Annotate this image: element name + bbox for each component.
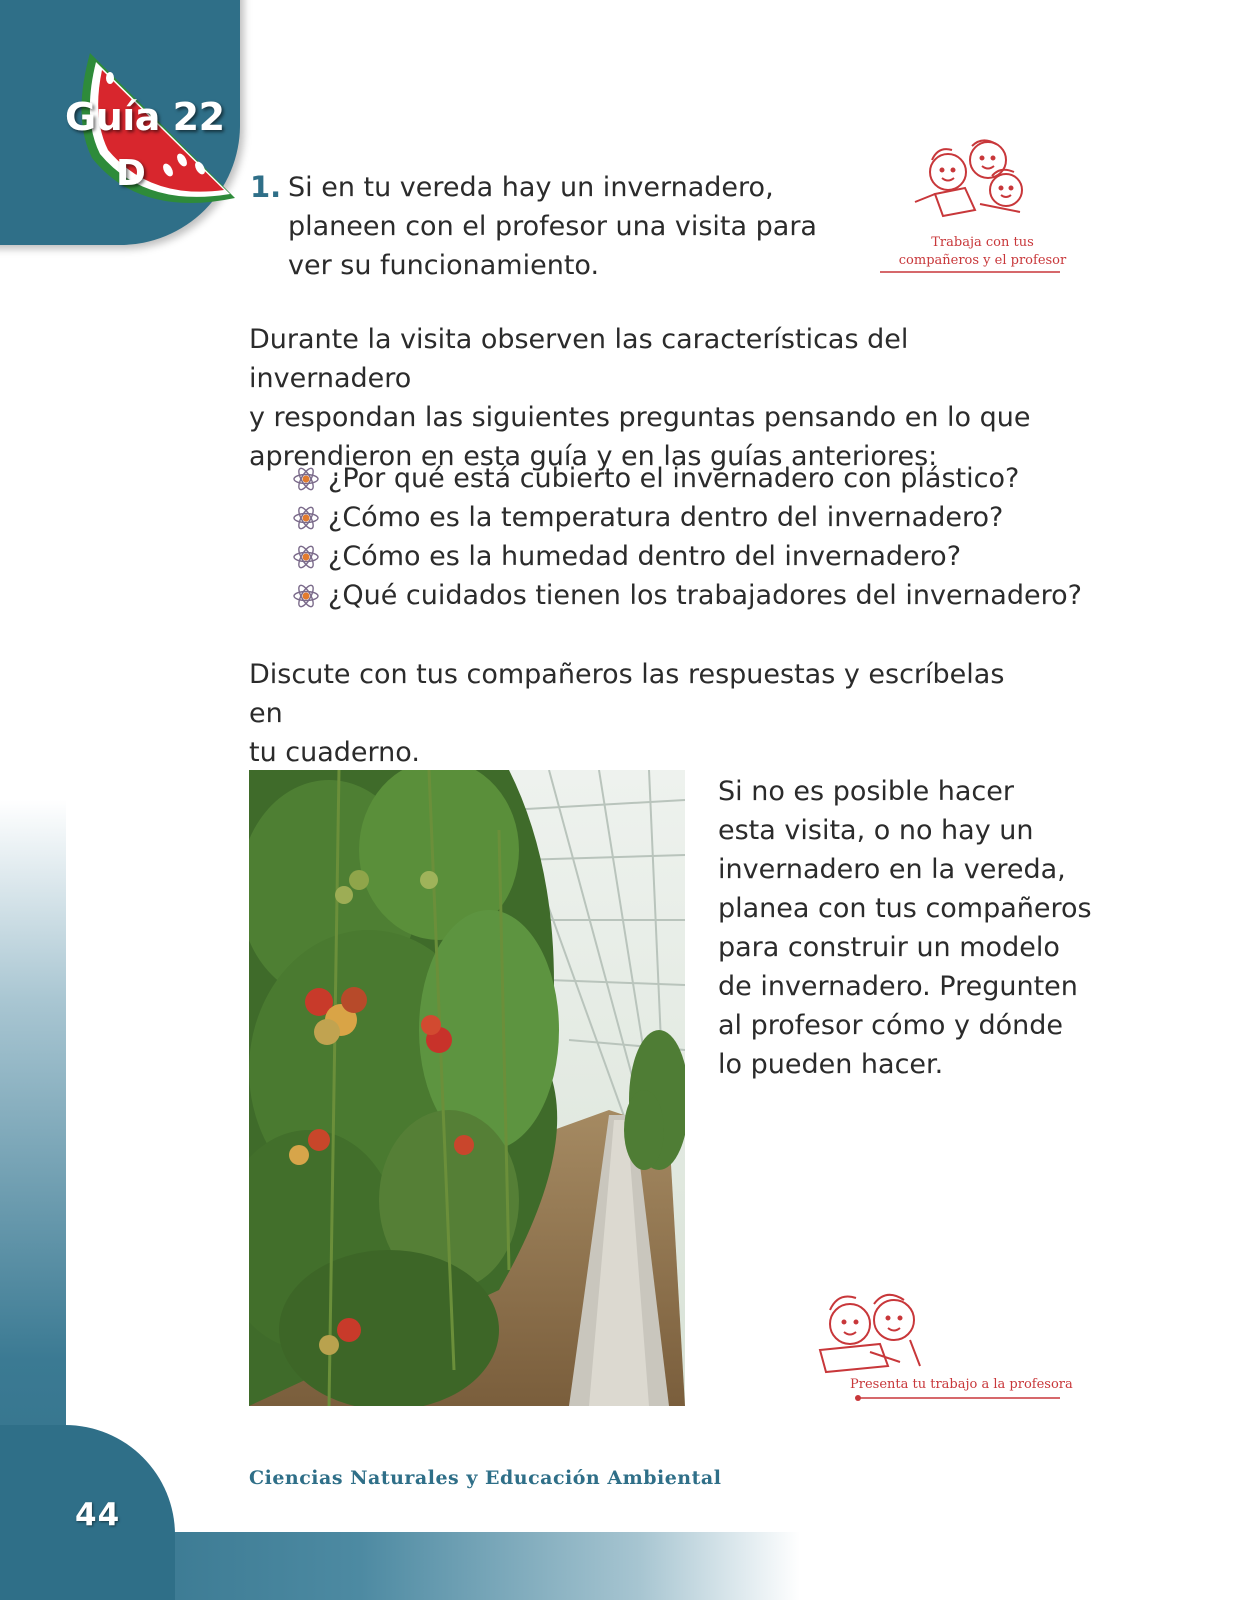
intro-line: y respondan las siguientes preguntas pensando en lo que: [249, 402, 1031, 433]
activity-1: [250, 168, 817, 281]
team-work-label-line: compañeros y el profesor: [898, 253, 1067, 268]
activity-line: ver su funcionamiento.: [288, 250, 600, 281]
question-list: [292, 459, 1092, 615]
side-line: para construir un modelo: [718, 932, 1060, 963]
side-line: planea con tus compañeros: [718, 893, 1092, 924]
question-text: ¿Por qué está cubierto el invernadero con plástico?: [328, 463, 1020, 494]
list-item: [292, 498, 1092, 537]
intro-line: aprendieron en esta guía y en las guías anteriores:: [249, 441, 938, 472]
guide-letter: D: [116, 153, 146, 194]
question-text: ¿Qué cuidados tienen los trabajadores del invernadero?: [328, 580, 1082, 611]
activity-text: [288, 168, 828, 285]
activity-line: planeen con el profesor una visita para: [288, 211, 817, 242]
activity-number: 1.: [250, 170, 282, 204]
greenhouse-tomatoes-photo: [249, 770, 685, 1406]
list-item: [292, 537, 1092, 576]
question-text: ¿Cómo es la temperatura dentro del invernadero?: [328, 502, 1004, 533]
team-work-label: [890, 234, 1075, 270]
question-text: ¿Cómo es la humedad dentro del invernadero?: [328, 541, 962, 572]
subject-footer: Ciencias Naturales y Educación Ambiental: [249, 1467, 722, 1489]
atom-icon: [292, 465, 320, 493]
team-work-badge: [880, 132, 1080, 282]
guide-title: Guía 22: [65, 95, 225, 139]
intro-line: Durante la visita observen las características del invernadero: [249, 324, 909, 394]
activity-line: Si en tu vereda hay un invernadero,: [288, 172, 774, 203]
atom-icon: [292, 543, 320, 571]
discussion-paragraph: [249, 655, 1029, 772]
present-work-badge: [810, 1290, 1085, 1410]
side-line: esta visita, o no hay un: [718, 815, 1034, 846]
side-line: invernadero en la vereda,: [718, 854, 1066, 885]
atom-icon: [292, 504, 320, 532]
list-item: [292, 576, 1092, 615]
discussion-line: tu cuaderno.: [249, 737, 420, 768]
side-line: al profesor cómo y dónde: [718, 1010, 1064, 1041]
list-item: [292, 459, 1092, 498]
atom-icon: [292, 582, 320, 610]
discussion-line: Discute con tus compañeros las respuestas y escríbelas en: [249, 659, 1005, 729]
team-work-label-line: Trabaja con tus: [931, 235, 1034, 250]
side-line: lo pueden hacer.: [718, 1049, 944, 1080]
intro-paragraph: [249, 320, 1049, 476]
alternative-activity-paragraph: [718, 772, 1098, 1084]
page-number: 44: [75, 1497, 121, 1533]
side-line: Si no es posible hacer: [718, 776, 1014, 807]
present-work-label: Presenta tu trabajo a la profesora: [850, 1377, 1073, 1392]
greenhouse-illustration: [249, 770, 685, 1406]
side-line: de invernadero. Pregunten: [718, 971, 1078, 1002]
